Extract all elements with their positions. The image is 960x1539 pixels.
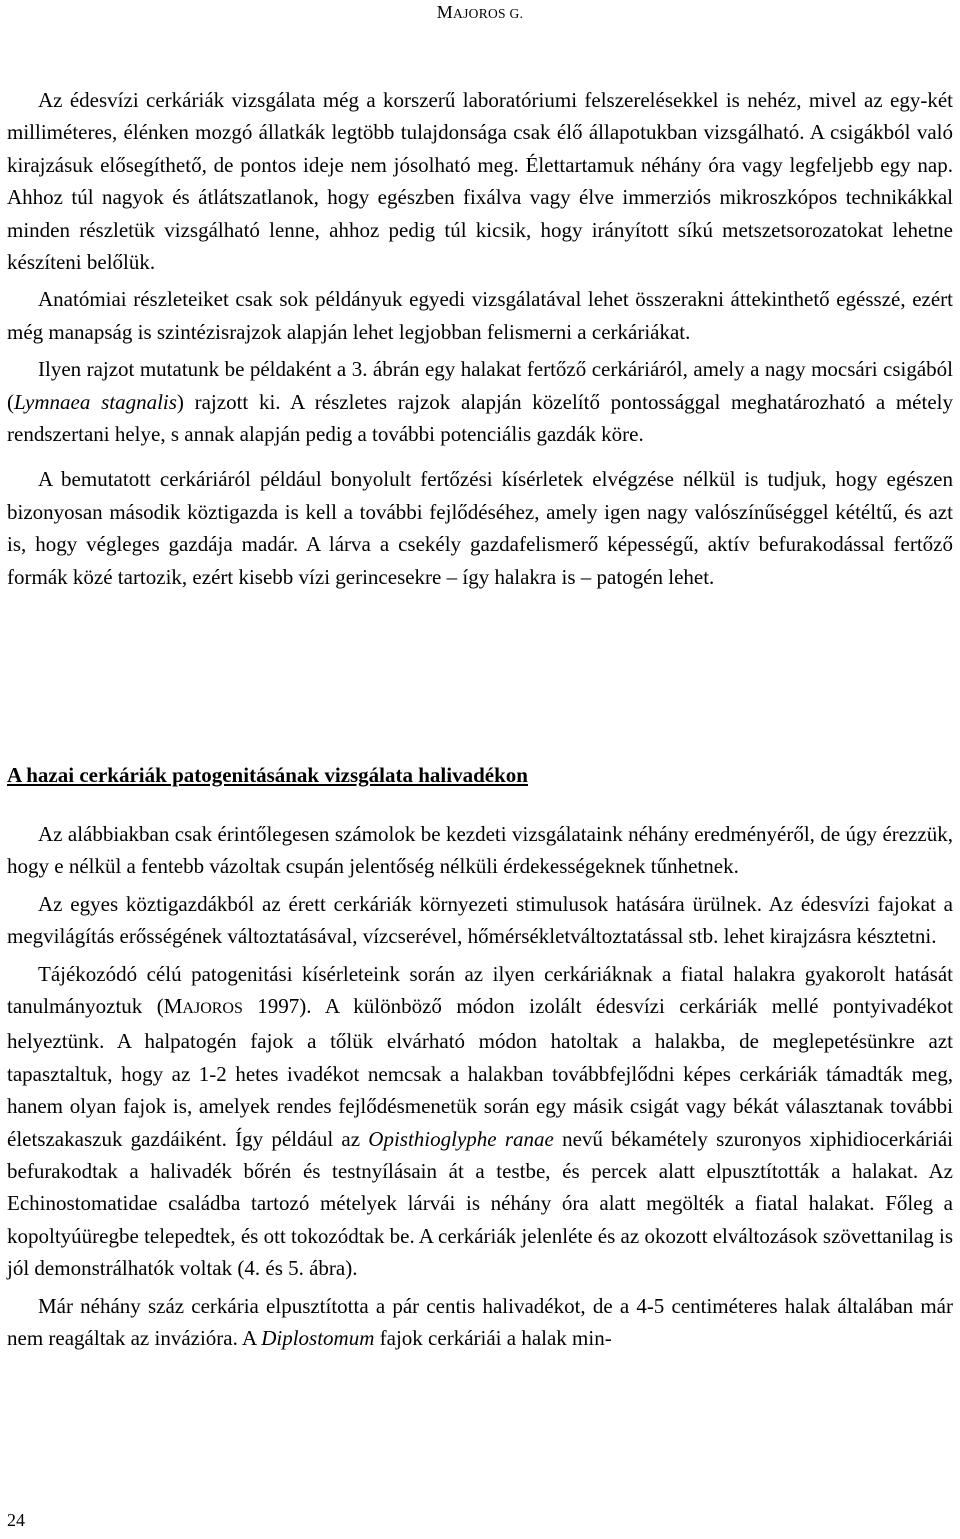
- paragraph-3-text-a: Ilyen rajzot mutatunk be példaként a 3. ábrán egy halakat fertőző cerkáriáról, amely a nagy mocsári csigából (: [7, 357, 953, 414]
- paragraph-8: [7, 1290, 953, 1355]
- paragraph-7-text-c: nevű békamétely szuronyos xiphidiocerkáriái befurakodtak a halivadék bőrén és testnyílásain át a testbe, és percek alatt elpusztították a halakat. Az Echinostomatidae családba tartozó mételyek lárvái is néhány óra alatt megölték a fiatal halakat. Főleg a kopoltyúüregbe telepedtek, és ott tokozódtak be. A cerkáriák jelenléte és az okozott elváltozások szövettanilag is jól demonstrálhatók voltak (4. és 5. ábra).: [7, 1126, 954, 1281]
- paragraph-4: A bemutatott cerkáriáról például bonyolult fertőzési kísérletek elvégzése nélkül is tudjuk, hogy egészen bizonyosan második köztigazda is kell a további fejlődéséhez, amely igen nagy valószínűséggel kétéltű, és azt is, hogy végleges gazdája madár. A lárva a csekély gazdafelismerő képességű, aktív befurakodással fertőző formák közé tartozik, ezért kisebb vízi gerincesekre – így halakra is – patogén lehet.: [7, 467, 953, 589]
- patogenity-section: [7, 818, 953, 1355]
- intro-section: [7, 84, 953, 593]
- running-head-rest: AJOROS G.: [453, 6, 524, 21]
- paragraph-1: Az édesvízi cerkáriák vizsgálata még a korszerű laboratóriumi felszerelésekkel is nehéz, mivel az egy-két milliméteres, élénken mozgó állatkák legtöbb tulajdonsága csak élő állapotukban vizsgálható. A csigákból való kirajzásuk elősegíthető, de pontos ideje nem jósolható meg. Élettartamuk néhány óra vagy legfeljebb egy nap. Ahhoz túl nagyok és átlátszatlanok, hogy egészben fixálva vagy élve immerziós mikroszkópos technikákkal minden részletük vizsgálható lenne, ahhoz pedig túl kicsik, hogy irányított síkú metszetsorozatokat lehetne készíteni belőlük.: [7, 88, 953, 275]
- paragraph-8-text-a: Már néhány száz cerkária elpusztította a pár centis halivadékot, de a 4-5 centiméteres halak általában már nem reagáltak az invázióra. A: [7, 1293, 953, 1351]
- paragraph-7-text-b: 1997). A különböző módon izolált édesvízi cerkáriák mellé pontyivadékot helyeztünk. A halpatogén fajok a tőlük elvárható módon hatoltak a halakba, de meglepetésünkre azt tapasztaltuk, hogy az 1-2 hetes ivadékot nemcsak a halakban továbbfejlődni képes cerkáriák támadták meg, hanem olyan fajok is, amelyek rendes fejlődésmenetük során egy másik csigát vagy békát választanak további életszakaszuk gazdáiként. Így például az: [7, 994, 954, 1151]
- author-smallcaps: AJOROS: [182, 1000, 243, 1018]
- section-heading: A hazai cerkáriák patogenitásának vizsgálata halivadékon: [7, 763, 528, 787]
- paragraph-7-text-a: Tájékozódó célú patogenitási kísérleteink során az ilyen cerkáriáknak a fiatal halakra gyakorolt hatását tanulmányoztuk (M: [7, 961, 953, 1019]
- page-number: 24: [7, 1510, 25, 1530]
- paragraph-5: Az alábbiakban csak érintőlegesen számolok be kezdeti vizsgálataink néhány eredményéről, de úgy érezzük, hogy e nélkül a fentebb vázoltak csupán jelentőség nélküli érdekességeknek tűnhetnek.: [7, 822, 953, 879]
- paragraph-7: [7, 958, 953, 1285]
- species-name-opisthioglyphe: Opisthioglyphe ranae: [368, 1126, 554, 1151]
- paragraph-3-text-b: ) rajzott ki. A részletes rajzok alapján közelítő pontossággal meghatározható a métely rendszertani helye, s annak alapján pedig a további potenciális gazdák köre.: [7, 389, 953, 447]
- running-head-initial: M: [436, 2, 454, 22]
- paragraph-8-text-b: fajok cerkáriái a halak min-: [374, 1326, 612, 1351]
- paragraph-3: [7, 353, 953, 450]
- running-head: [0, 2, 960, 23]
- paragraph-6: Az egyes köztigazdákból az érett cerkáriák környezeti stimulusok hatására ürülnek. Az édesvízi fajokat a megvilágítás erősségének változtatásával, vízcserével, hőmérsékletváltoztatással stb. lehet kirajzásra késztetni.: [7, 891, 953, 949]
- paragraph-2: Anatómiai részleteiket csak sok példányuk egyedi vizsgálatával lehet összerakni áttekinthető egésszé, ezért még manapság is szintézisrajzok alapján lehet legjobban felismerni a cerkáriákat.: [7, 287, 953, 344]
- species-name-lymnaea: Lymnaea stagnalis: [14, 389, 177, 414]
- genus-name-diplostomum: Diplostomum: [261, 1326, 375, 1351]
